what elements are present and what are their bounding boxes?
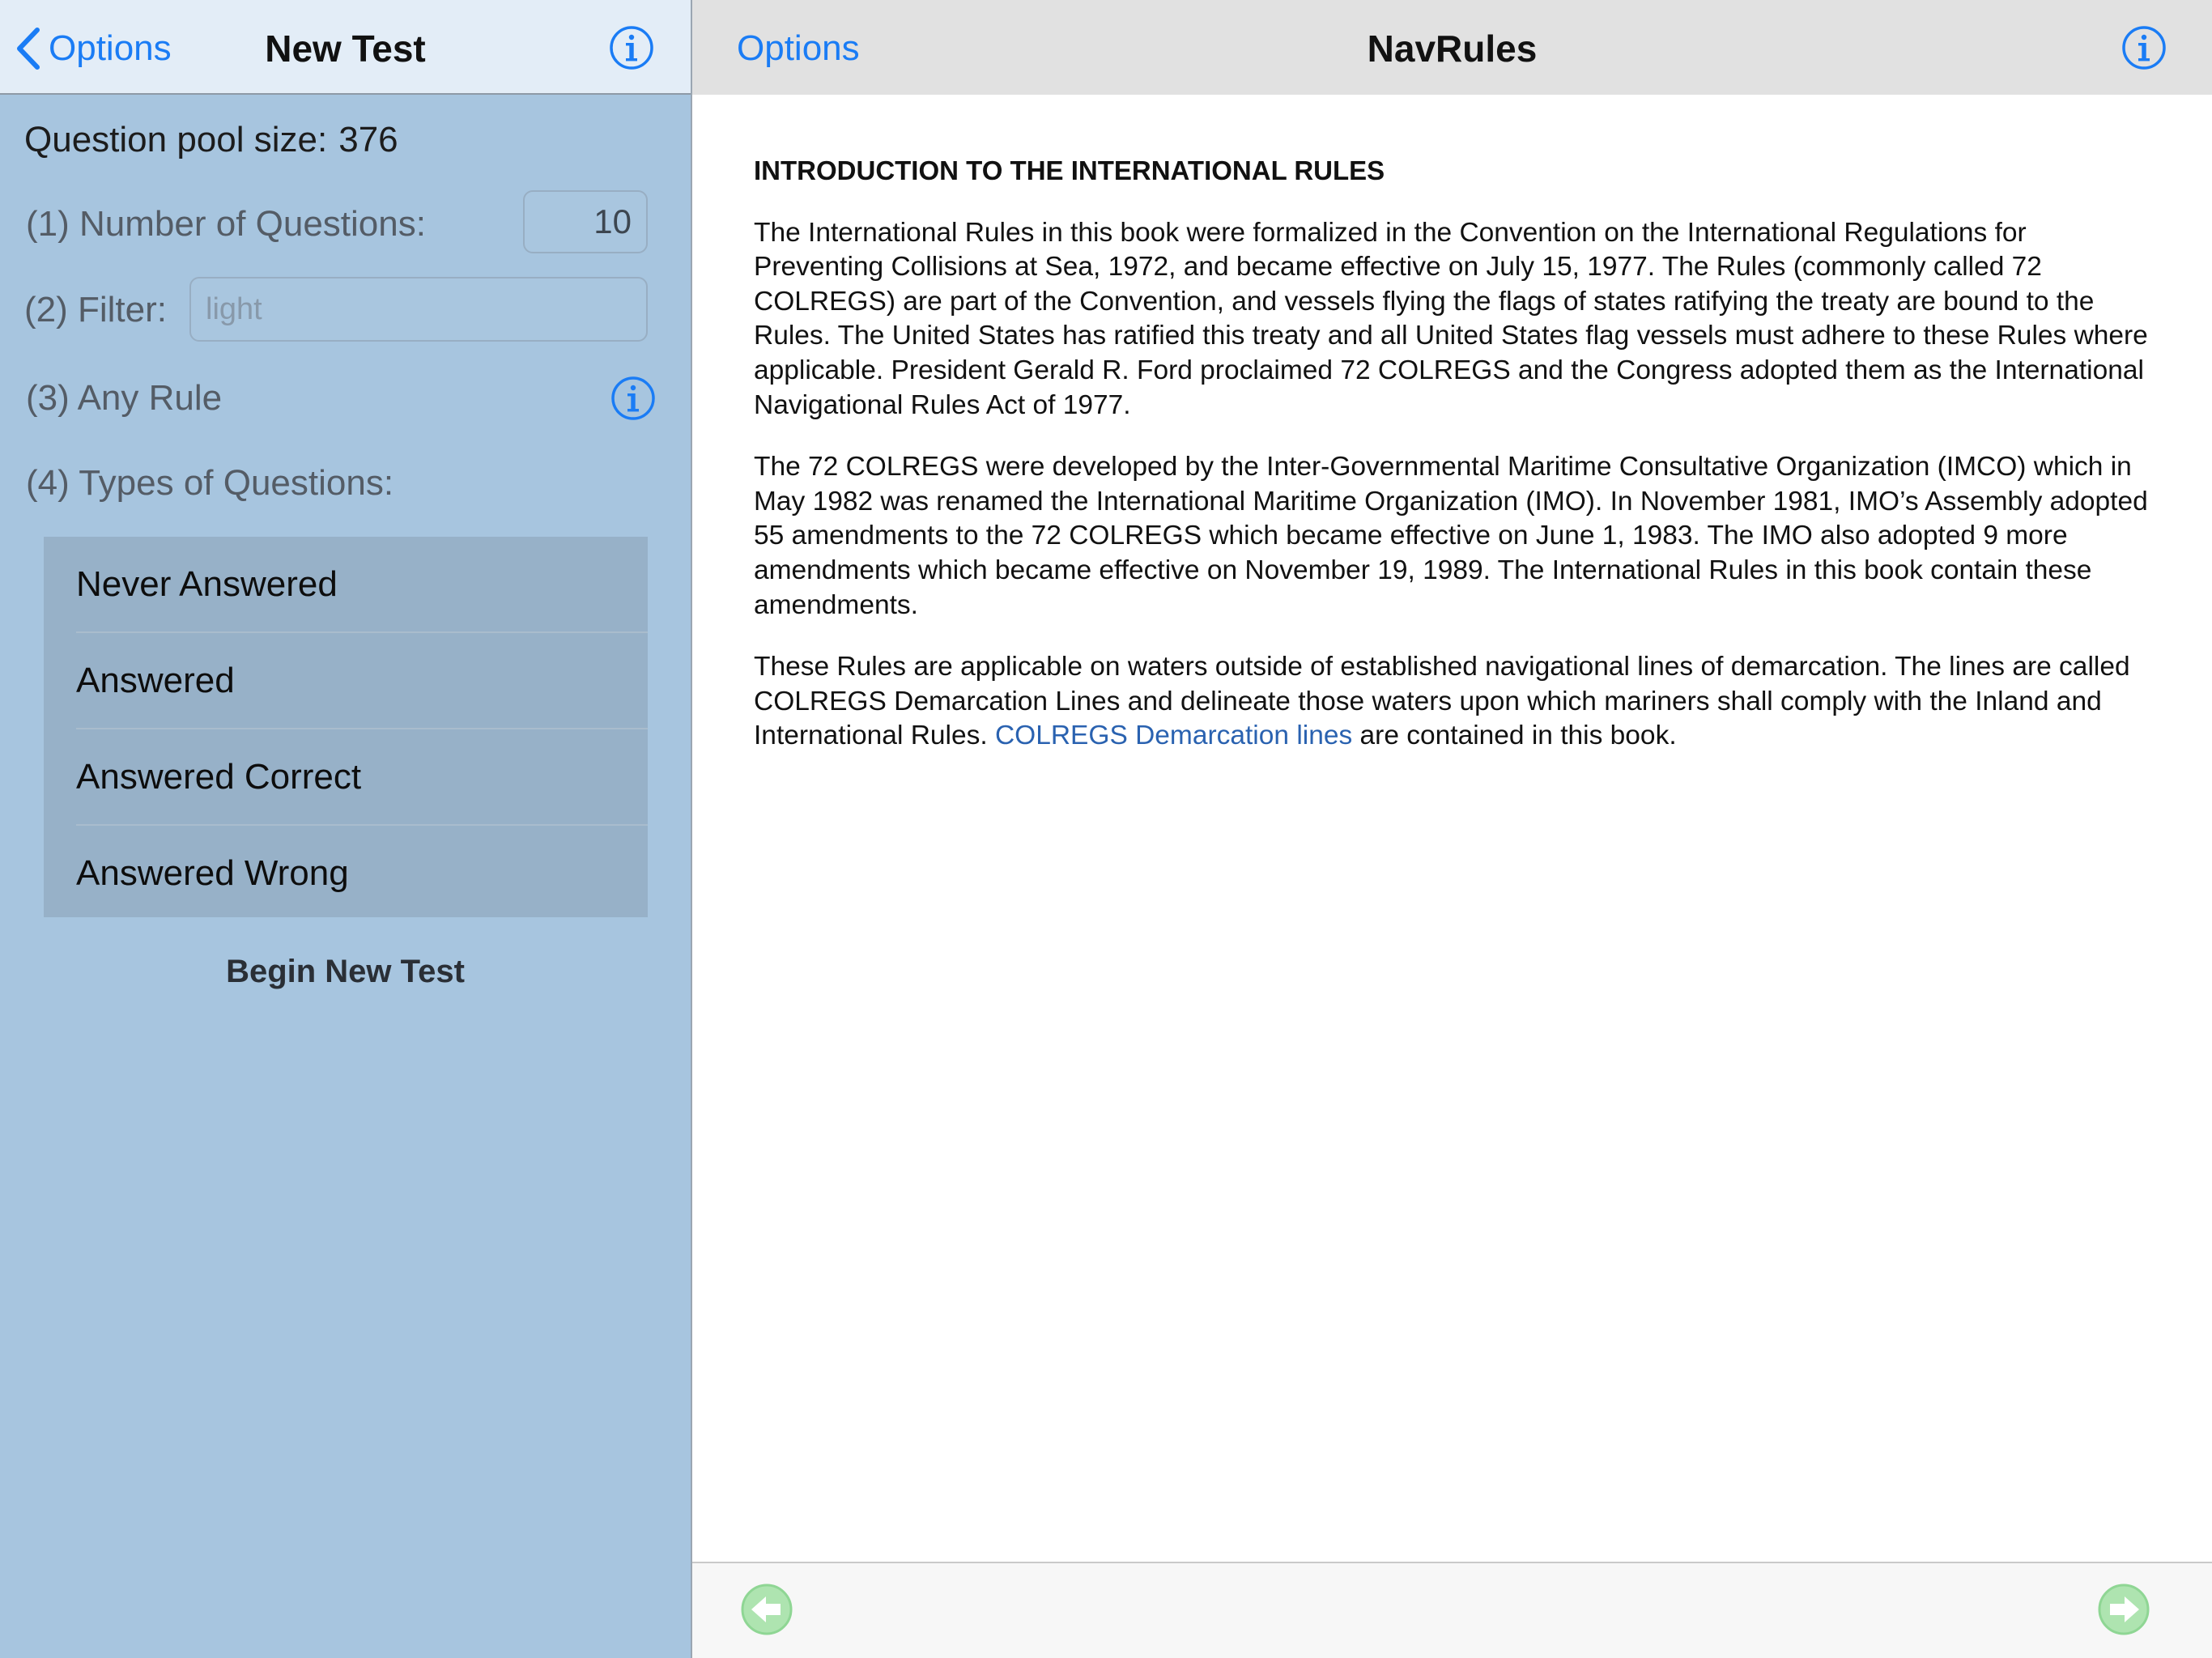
back-button-label: Options: [49, 28, 172, 68]
type-answered[interactable]: Answered: [76, 631, 648, 728]
page-title: New Test: [265, 28, 426, 70]
document-heading: INTRODUCTION TO THE INTERNATIONAL RULES: [754, 155, 1385, 185]
type-never-answered[interactable]: Never Answered: [76, 564, 338, 604]
type-answered-correct[interactable]: Answered Correct: [76, 728, 648, 824]
arrow-left-circle-icon[interactable]: [740, 1583, 793, 1636]
document-content: [754, 154, 2163, 781]
arrow-right-circle-icon[interactable]: [2097, 1583, 2150, 1636]
question-pool-size: [24, 120, 398, 160]
paragraph-2: The 72 COLREGS were developed by the Inter-Governmental Maritime Consultative Organization (IMCO) which in May 1982 was renamed the International Maritime Organization (IMO). In November 1981, IMO’s Assembly adopted 55 amendments to the 72 COLREGS which became effective on June 1, 1983. The IMO also adopted 9 more amendments which became effective on November 19, 1989. The International Rules in this book contain these amendments.: [754, 452, 2148, 620]
document-title: NavRules: [1367, 28, 1538, 70]
right-navigation-bar: [692, 0, 2212, 95]
options-button[interactable]: Options: [737, 28, 860, 68]
bottom-toolbar: [692, 1562, 2212, 1658]
number-of-questions-field[interactable]: 10: [523, 190, 648, 253]
rule-info-icon[interactable]: [610, 376, 656, 421]
paragraph-3: [754, 650, 2163, 754]
document-info-icon[interactable]: [2121, 25, 2167, 70]
paragraph-3-text: These Rules are applicable on waters outside of established navigational lines of demarcation. The lines are called COLREGS Demarcation Lines and delineate those waters upon which mariners shall comply with the Inland and International Rules.: [754, 652, 2130, 751]
info-icon[interactable]: [609, 25, 654, 70]
navrules-document-panel: [692, 0, 2212, 1658]
new-test-panel: [0, 0, 692, 1658]
question-types-list: [44, 537, 648, 917]
types-of-questions-label: (4) Types of Questions:: [26, 463, 394, 503]
number-of-questions-label: (1) Number of Questions:: [26, 204, 426, 244]
colregs-demarcation-link[interactable]: COLREGS Demarcation lines: [994, 721, 1353, 751]
rule-selector[interactable]: (3) Any Rule: [26, 378, 223, 418]
pool-size-label: Question pool size:: [24, 120, 328, 159]
filter-input[interactable]: light: [189, 277, 648, 342]
left-navigation-bar: [0, 0, 691, 95]
pool-size-value: 376: [338, 120, 398, 159]
begin-new-test-button[interactable]: Begin New Test: [226, 954, 465, 989]
filter-label: (2) Filter:: [24, 290, 167, 329]
paragraph-3-tail: are contained in this book.: [1359, 721, 1677, 751]
paragraph-1: The International Rules in this book were formalized in the Convention on the International Regulations for Preventing Collisions at Sea, 1972, and became effective on July 15, 1977. The Rules (commonly called 72 COLREGS) are part of the Convention, and vessels flying the flags of states ratifying the treaty are bound to the Rules. The United States has ratified this treaty and all United States flag vessels must adhere to these Rules where applicable. President Gerald R. Ford proclaimed 72 COLREGS and the Congress adopted them as the International Navigational Rules Act of 1977.: [754, 217, 2148, 420]
type-answered-wrong[interactable]: Answered Wrong: [76, 824, 648, 920]
